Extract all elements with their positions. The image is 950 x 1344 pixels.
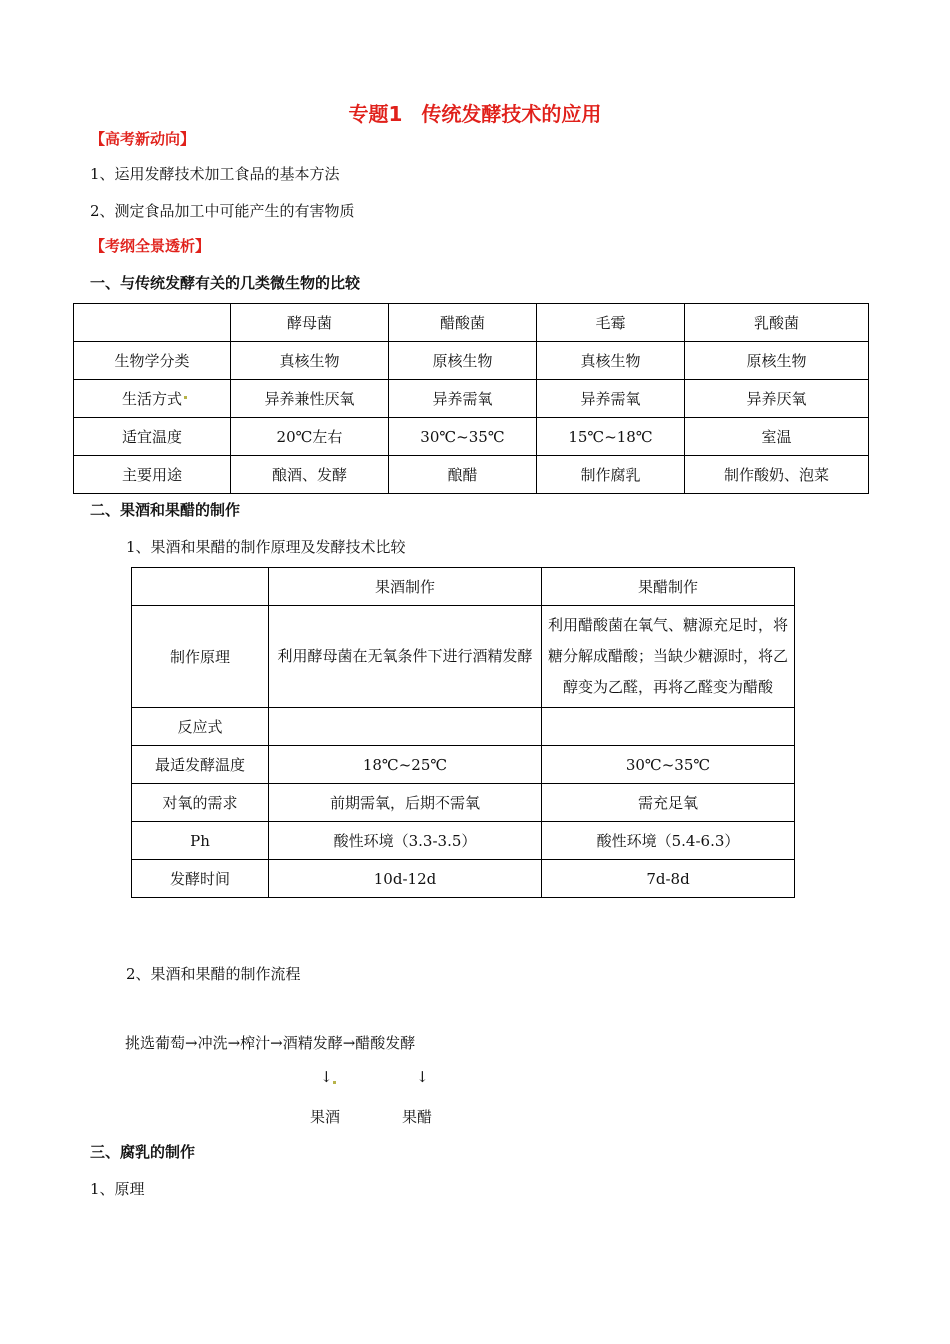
row-label: 发酵时间	[132, 860, 269, 898]
header-cell: 醋酸菌	[388, 304, 536, 342]
table-row	[74, 418, 869, 456]
table-row	[74, 456, 869, 494]
table-row	[132, 784, 795, 822]
table-cell: 异养需氧	[388, 380, 536, 418]
table-row	[74, 380, 869, 418]
section2-heading: 二、果酒和果醋的制作	[90, 501, 241, 519]
table-cell: 30℃~35℃	[388, 418, 536, 456]
header-cell: 果酒制作	[269, 568, 542, 606]
title-main: 传统发酵技术的应用	[421, 102, 602, 126]
table-cell: 30℃~35℃	[542, 746, 795, 784]
table-cell: 20℃左右	[231, 418, 389, 456]
table-row	[74, 342, 869, 380]
row-label: 适宜温度	[74, 418, 231, 456]
down-arrow-icon: ↓	[416, 1068, 429, 1086]
table-cell: 原核生物	[388, 342, 536, 380]
section2-sub2: 2、果酒和果醋的制作流程	[126, 965, 301, 983]
header-cell: 果醋制作	[542, 568, 795, 606]
table-cell: 15℃~18℃	[536, 418, 684, 456]
header-cell	[74, 304, 231, 342]
table-row	[132, 746, 795, 784]
section2-sub1: 1、果酒和果醋的制作原理及发酵技术比较	[126, 538, 406, 556]
header-cell: 乳酸菌	[685, 304, 869, 342]
table-cell: 需充足氧	[542, 784, 795, 822]
row-label: 生活方式	[74, 380, 231, 418]
table-cell: 室温	[685, 418, 869, 456]
table-cell: 10d-12d	[269, 860, 542, 898]
table-row	[132, 708, 795, 746]
row-label: 制作原理	[132, 606, 269, 708]
row-label: 对氧的需求	[132, 784, 269, 822]
process-flow: 挑选葡萄→冲洗→榨汁→酒精发酵→醋酸发酵	[125, 1034, 416, 1052]
product-wine: 果酒	[310, 1108, 341, 1126]
gaokao-heading: 【高考新动向】	[90, 130, 196, 148]
section1-heading: 一、与传统发酵有关的几类微生物的比较	[90, 274, 361, 292]
table-cell: 酸性环境（5.4-6.3）	[542, 822, 795, 860]
section3-heading: 三、腐乳的制作	[90, 1143, 196, 1161]
table-cell: 制作酸奶、泡菜	[685, 456, 869, 494]
table-cell: 酿酒、发酵	[231, 456, 389, 494]
row-label: 反应式	[132, 708, 269, 746]
table-cell: 酸性环境（3.3-3.5）	[269, 822, 542, 860]
title-prefix: 专题1	[348, 102, 403, 126]
table-cell: 真核生物	[231, 342, 389, 380]
table-row	[132, 606, 795, 708]
stray-dot	[333, 1081, 336, 1084]
header-cell: 毛霉	[536, 304, 684, 342]
table-cell	[269, 708, 542, 746]
table-header-row	[74, 304, 869, 342]
row-label: 主要用途	[74, 456, 231, 494]
kaogang-heading: 【考纲全景透析】	[90, 237, 211, 255]
table-header-row	[132, 568, 795, 606]
wine-vinegar-table	[131, 567, 795, 898]
table-cell: 利用醋酸菌在氧气、糖源充足时，将糖分解成醋酸；当缺少糖源时，将乙醇变为乙醛，再将乙醛变为醋酸	[542, 606, 795, 708]
header-cell	[132, 568, 269, 606]
table-row	[132, 860, 795, 898]
section3-sub1: 1、原理	[90, 1180, 145, 1198]
microbe-comparison-table	[73, 303, 869, 494]
gaokao-item-2: 2、测定食品加工中可能产生的有害物质	[90, 202, 355, 220]
table-cell: 原核生物	[685, 342, 869, 380]
table-cell: 制作腐乳	[536, 456, 684, 494]
table-cell: 酿醋	[388, 456, 536, 494]
row-label: 最适发酵温度	[132, 746, 269, 784]
page-title	[0, 98, 950, 127]
table-cell: 利用酵母菌在无氧条件下进行酒精发酵	[269, 606, 542, 708]
down-arrow-icon: ↓	[320, 1068, 333, 1086]
table-cell: 前期需氧，后期不需氧	[269, 784, 542, 822]
row-label: 生物学分类	[74, 342, 231, 380]
stray-dot	[184, 396, 187, 399]
table-cell: 18℃~25℃	[269, 746, 542, 784]
table-cell: 7d-8d	[542, 860, 795, 898]
table-row	[132, 822, 795, 860]
row-label: Ph	[132, 822, 269, 860]
table-cell: 异养厌氧	[685, 380, 869, 418]
product-vinegar: 果醋	[402, 1108, 433, 1126]
table-cell: 真核生物	[536, 342, 684, 380]
table-cell: 异养需氧	[536, 380, 684, 418]
table-cell: 异养兼性厌氧	[231, 380, 389, 418]
table-cell	[542, 708, 795, 746]
gaokao-item-1: 1、运用发酵技术加工食品的基本方法	[90, 165, 340, 183]
header-cell: 酵母菌	[231, 304, 389, 342]
